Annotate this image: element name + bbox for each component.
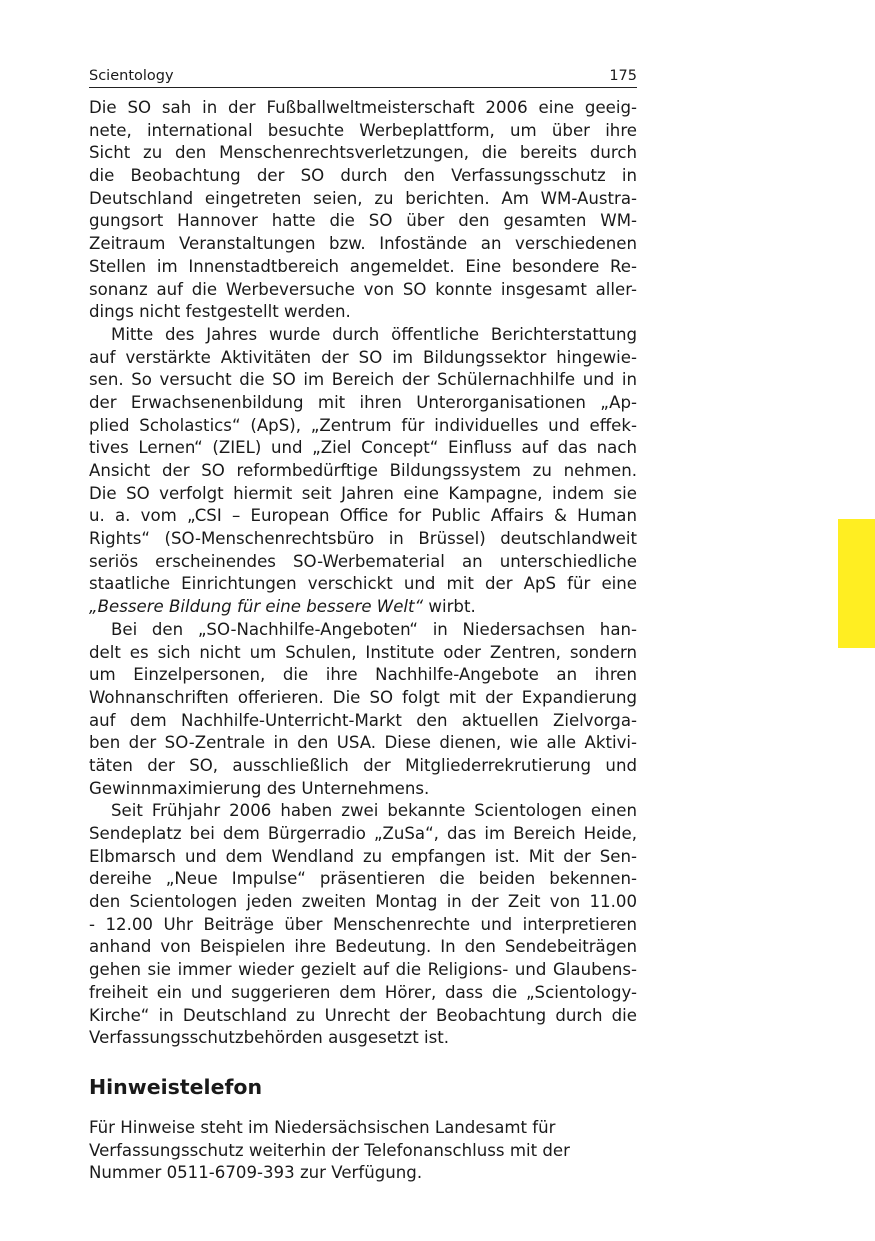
text-line: täten der SO, ausschließlich der Mitgliederrekrutierung und [89, 755, 637, 775]
running-header [89, 66, 637, 88]
text-line: dings nicht festgestellt werden. [89, 302, 351, 322]
text-line: sonanz auf die Werbeversuche von SO konnte insgesamt aller- [89, 279, 637, 299]
text-line: die Beobachtung der SO durch den Verfassungsschutz in [89, 166, 637, 186]
text-line: Für Hinweise steht im Niedersächsischen Landesamt für [89, 1118, 556, 1137]
text-line: plied Scholastics“ (ApS), „Zentrum für individuelles und effek- [89, 415, 637, 435]
text-line: auf verstärkte Aktivitäten der SO im Bildungssektor hingewie- [89, 347, 637, 367]
page-number: 175 [609, 68, 637, 84]
text-line: nete, international besuchte Werbeplattform, um über ihre [89, 120, 637, 140]
text-line: um Einzelpersonen, die ihre Nachhilfe-Angebote an ihren [89, 665, 637, 685]
text-line: Kirche“ in Deutschland zu Unrecht der Beobachtung durch die [89, 1005, 637, 1025]
section-heading: Hinweistelefon [89, 1075, 263, 1099]
text-line: auf dem Nachhilfe-Unterricht-Markt den aktuellen Zielvorga- [89, 710, 637, 730]
text-fragment: wirbt. [423, 597, 476, 617]
body-text [89, 97, 637, 1050]
text-line: Stellen im Innenstadtbereich angemeldet. Eine besondere Re- [89, 256, 637, 276]
text-line: tives Lernen“ (ZIEL) und „Ziel Concept“ Einfluss auf das nach [89, 438, 637, 458]
paragraph [89, 97, 637, 324]
text-line: staatliche Einrichtungen verschickt und mit der ApS für eine [89, 574, 637, 594]
text-line: Die SO verfolgt hiermit seit Jahren eine Kampagne, indem sie [89, 483, 637, 503]
text-line: Elbmarsch und dem Wendland zu empfangen ist. Mit der Sen- [89, 846, 637, 866]
text-line: ben der SO-Zentrale in den USA. Diese dienen, wie alle Aktivi- [89, 733, 637, 753]
text-line: Bei den „SO-Nachhilfe-Angeboten“ in Niedersachsen han- [111, 619, 637, 639]
text-line: Gewinnmaximierung des Unternehmens. [89, 778, 430, 798]
text-line: Wohnanschriften offerieren. Die SO folgt mit der Expandierung [89, 687, 637, 707]
paragraph [89, 619, 637, 801]
text-line: u. a. vom „CSI – European Office for Public Affairs & Human [89, 506, 637, 526]
text-line: Zeitraum Veranstaltungen bzw. Infostände an verschiedenen [89, 234, 637, 254]
text-line: der Erwachsenenbildung mit ihren Unterorganisationen „Ap- [89, 392, 637, 412]
text-line: delt es sich nicht um Schulen, Institute oder Zentren, sondern [89, 642, 637, 662]
text-line: freiheit ein und suggerieren dem Hörer, dass die „Scientology- [89, 982, 637, 1002]
text-line: sen. So versucht die SO im Bereich der Schülernachhilfe und in [89, 370, 637, 390]
text-line: anhand von Beispielen ihre Bedeutung. In den Sendebeiträgen [89, 937, 637, 957]
text-line: - 12.00 Uhr Beiträge über Menschenrechte und interpretieren [89, 914, 637, 934]
text-line: Nummer 0511-6709-393 zur Verfügung. [89, 1163, 423, 1183]
chapter-thumb-tab [838, 519, 875, 648]
text-line: Ansicht der SO reformbedürftige Bildungssystem zu nehmen. [89, 461, 637, 480]
text-line [89, 596, 637, 619]
text-line: den Scientologen jeden zweiten Montag in der Zeit von 11.00 [89, 892, 637, 912]
paragraph [89, 800, 637, 1050]
text-line: Verfassungsschutzbehörden ausgesetzt ist. [89, 1028, 450, 1048]
text-line: Mitte des Jahres wurde durch öffentliche Berichterstattung [111, 324, 637, 344]
text-line: Rights“ (SO-Menschenrechtsbüro in Brüssel) deutschlandweit [89, 529, 637, 549]
italic-slogan: „Bessere Bildung für eine bessere Welt“ [89, 597, 424, 617]
text-line: Seit Frühjahr 2006 haben zwei bekannte Scientologen einen [111, 801, 637, 821]
text-line: Die SO sah in der Fußballweltmeisterschaft 2006 eine geeig- [89, 98, 637, 117]
text-line: Sendeplatz bei dem Bürgerradio „ZuSa“, das im Bereich Heide, [89, 824, 637, 843]
text-line: Sicht zu den Menschenrechtsverletzungen, die bereits durch [89, 143, 637, 163]
text-line: Deutschland eingetreten seien, zu berichten. Am WM-Austra- [89, 188, 637, 208]
paragraph [89, 324, 637, 619]
text-line: seriös erscheinendes SO-Werbematerial an unterschiedliche [89, 551, 637, 571]
text-line: Verfassungsschutz weiterhin der Telefonanschluss mit der [89, 1140, 570, 1160]
text-line: dereihe „Neue Impulse“ präsentieren die beiden bekennen- [89, 869, 637, 889]
section-paragraph [89, 1117, 637, 1185]
text-line: gungsort Hannover hatte die SO über den gesamten WM- [89, 211, 637, 231]
text-line: gehen sie immer wieder gezielt auf die Religions- und Glaubens- [89, 960, 637, 980]
running-title: Scientology [89, 68, 174, 84]
